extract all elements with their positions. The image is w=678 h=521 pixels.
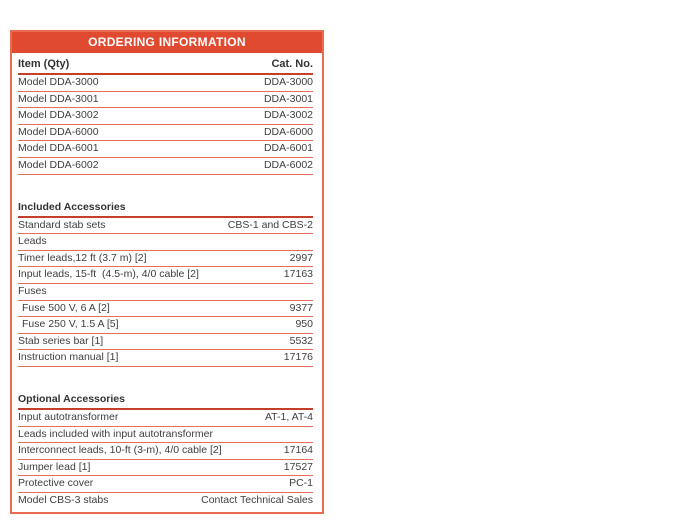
- row-cat-no: DDA-3000: [263, 76, 313, 88]
- row-cat-no: DDA-6001: [263, 142, 313, 155]
- table-title-band: ORDERING INFORMATION: [12, 32, 322, 53]
- row-item-label: Instruction manual [1]: [18, 351, 119, 364]
- table-row: [18, 476, 313, 493]
- table-row: [18, 108, 313, 125]
- row-cat-no: 2997: [289, 251, 313, 264]
- row-item-label: Model DDA-3001: [18, 92, 99, 105]
- table-row: [18, 141, 313, 158]
- row-cat-no: DDA-6002: [263, 158, 313, 171]
- row-cat-no: CBS-1 and CBS-2: [227, 218, 313, 231]
- column-header-item: Item (Qty): [18, 58, 70, 70]
- row-cat-no: 5532: [289, 334, 313, 347]
- row-item-label: Model DDA-6002: [18, 158, 99, 171]
- row-cat-no: 17176: [283, 351, 313, 364]
- row-item-label: Timer leads,12 ft (3.7 m) [2]: [18, 251, 147, 264]
- row-item-label: Input leads, 15-ft (4.5-m), 4/0 cable [2]: [18, 268, 199, 281]
- table-row: [18, 350, 313, 367]
- row-item-label: Interconnect leads, 10-ft (3-m), 4/0 cable [2]: [18, 444, 222, 457]
- section-heading: Included Accessories: [18, 199, 313, 218]
- row-cat-no: 17163: [283, 268, 313, 281]
- table-row: [18, 493, 313, 509]
- table-row: [18, 460, 313, 477]
- row-cat-no: DDA-3001: [263, 92, 313, 105]
- table-body: [18, 75, 313, 508]
- table-row: [18, 284, 313, 301]
- row-item-label: Input autotransformer: [18, 410, 119, 423]
- table-row: [18, 427, 313, 444]
- row-item-label: Leads included with input autotransformer: [18, 427, 213, 440]
- ordering-information-table: [10, 30, 324, 514]
- table-row: [18, 92, 313, 109]
- table-row: [18, 267, 313, 284]
- column-header-row: [18, 56, 313, 75]
- table-row: [18, 334, 313, 351]
- row-cat-no: PC-1: [289, 477, 313, 490]
- row-item-label: Fuse 250 V, 1.5 A [5]: [22, 318, 119, 331]
- row-cat-no: DDA-6000: [263, 125, 313, 138]
- table-row: [18, 301, 313, 318]
- table-row: [18, 234, 313, 251]
- table-row: [18, 410, 313, 427]
- table-row: [18, 125, 313, 142]
- row-cat-no: DDA-3002: [263, 109, 313, 122]
- column-header-cat-no: Cat. No.: [271, 58, 313, 70]
- row-item-label: Stab series bar [1]: [18, 334, 104, 347]
- table-row: [18, 317, 313, 334]
- row-item-label: Jumper lead [1]: [18, 460, 91, 473]
- section-heading: Optional Accessories: [18, 391, 313, 410]
- row-item-label: Model DDA-3000: [18, 76, 99, 88]
- row-item-label: Model DDA-3002: [18, 109, 99, 122]
- row-item-label: Model DDA-6001: [18, 142, 99, 155]
- table-row: [18, 75, 313, 92]
- row-cat-no: Contact Technical Sales: [201, 493, 313, 506]
- row-item-label: Fuse 500 V, 6 A [2]: [22, 301, 110, 314]
- row-item-label: Leads: [18, 235, 47, 248]
- table-section: [18, 75, 313, 175]
- table-row: [18, 158, 313, 175]
- table-row: [18, 443, 313, 460]
- table-section: [18, 391, 313, 509]
- row-cat-no: 17164: [283, 444, 313, 457]
- row-item-label: Model CBS-3 stabs: [18, 493, 109, 506]
- row-cat-no: 9377: [289, 301, 313, 314]
- row-cat-no: 17527: [283, 460, 313, 473]
- row-item-label: Fuses: [18, 284, 47, 297]
- table-content: [12, 53, 322, 512]
- table-row: [18, 218, 313, 235]
- row-item-label: Model DDA-6000: [18, 125, 99, 138]
- table-section: [18, 199, 313, 367]
- row-item-label: Standard stab sets: [18, 218, 106, 231]
- row-item-label: Protective cover: [18, 477, 94, 490]
- row-cat-no: AT-1, AT-4: [264, 410, 313, 423]
- table-row: [18, 251, 313, 268]
- row-cat-no: 950: [295, 318, 313, 331]
